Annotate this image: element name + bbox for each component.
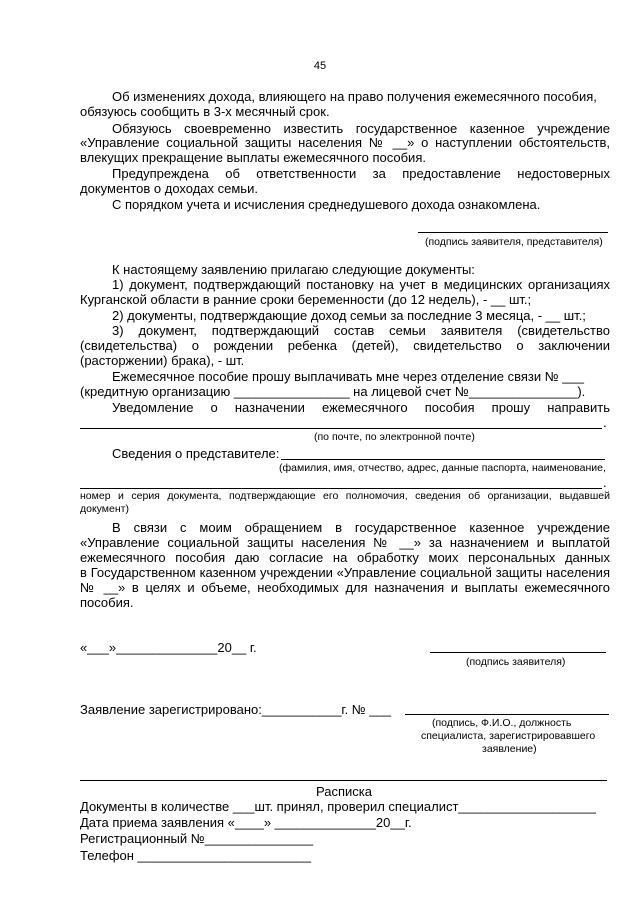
consent-line4: в Государственном казенном учреждении «Управление социальной защиты населения <box>80 565 610 580</box>
document-3-line1: 3) документ, подтверждающий состав семьи заявителя (свидетельство <box>112 323 610 338</box>
notification-line: Уведомление о назначении ежемесячного пособия прошу направить <box>112 400 610 415</box>
document-2: 2) документы, подтверждающие доход семьи за последние 3 месяца, - __ шт.; <box>112 308 586 323</box>
signature-applicant-rep-caption: (подпись заявителя, представителя) <box>425 236 603 248</box>
intro-p4: С порядком учета и исчисления среднедушевого дохода ознакомлена. <box>112 197 541 212</box>
receipt-documents-line: Документы в количестве ___шт. принял, проверил специалист___________________ <box>80 799 596 814</box>
signature-applicant-caption: (подпись заявителя) <box>466 656 566 668</box>
intro-p3-line2: документов о доходах семьи. <box>80 181 258 196</box>
representative-caption3: документ) <box>80 503 129 515</box>
payment-line1: Ежемесячное пособие прошу выплачивать мне через отделение связи № ___ <box>112 369 584 384</box>
receipt-title: Расписка <box>316 784 372 799</box>
representative-label: Сведения о представителе: <box>112 446 280 461</box>
specialist-caption3: заявление) <box>482 743 537 755</box>
signature-line-specialist <box>405 714 609 715</box>
consent-line3: ежемесячного пособия даю согласие на обработку моих персональных данных <box>80 550 610 565</box>
specialist-caption1: (подпись, Ф.И.О., должность <box>432 717 572 729</box>
specialist-caption2: специалиста, зарегистрировавшего <box>421 730 596 742</box>
signature-line-applicant <box>430 652 606 653</box>
notification-method-line <box>80 428 602 429</box>
intro-p2-line1: Обязуюсь своевременно известить государственное казенное учреждение <box>112 121 610 136</box>
receipt-registration-number: Регистрационный №_______________ <box>80 831 314 846</box>
representative-caption2: номер и серия документа, подтверждающие его полномочия, сведения об организации, выдавшей <box>80 490 610 502</box>
document-1-line2: Курганской области в ранние сроки беременности (до 12 недель), - __ шт.; <box>80 292 532 307</box>
intro-p2-line2: «Управление социальной защиты населения № __» о наступлении обстоятельств, <box>80 135 610 150</box>
page-number: 45 <box>313 60 327 72</box>
intro-p2-line3: влекущих прекращение выплаты ежемесячного пособия. <box>80 150 426 165</box>
intro-p1-line1: Об изменениях дохода, влияющего на право получения ежемесячного пособия, <box>112 89 597 104</box>
representative-line2 <box>80 488 602 489</box>
application-date: «___»______________20__ г. <box>80 640 257 655</box>
consent-line6: пособия. <box>80 595 134 610</box>
receipt-date-line: Дата приема заявления «____» ______________20__г. <box>80 815 412 830</box>
document-3-line3: (расторжении) брака), - шт. <box>80 353 245 368</box>
notification-method-caption: (по почте, по электронной почте) <box>314 431 475 443</box>
representative-caption1: (фамилия, имя, отчество, адрес, данные паспорта, наименование, <box>279 462 606 474</box>
consent-line1: В связи с моим обращением в государственное казенное учреждение <box>112 520 610 535</box>
consent-line5: № __» в целях и объеме, необходимых для назначения и выплаты ежемесячного <box>80 580 610 595</box>
representative-line2-end: . <box>603 475 607 490</box>
document-1-line1: 1) документ, подтверждающий постановку на учет в медицинских организациях <box>112 277 610 292</box>
intro-p1-line2: обязуюсь сообщить в 3-х месячный срок. <box>80 104 330 119</box>
documents-intro: К настоящему заявлению прилагаю следующие документы: <box>112 262 475 277</box>
receipt-divider <box>80 780 607 781</box>
consent-line2: «Управление социальной защиты населения № __» за назначением и выплатой <box>80 535 610 550</box>
receipt-phone: Телефон ________________________ <box>80 848 312 863</box>
intro-p3-line1: Предупреждена об ответственности за предоставление недостоверных <box>112 166 610 181</box>
document-3-line2: (свидетельства) о рождении ребенка (детей), свидетельство о заключении <box>80 338 610 353</box>
signature-line-applicant-rep <box>418 232 608 233</box>
representative-line1 <box>281 459 605 460</box>
registration-label: Заявление зарегистрировано:___________г. № ___ <box>80 702 392 717</box>
payment-line2: (кредитную организацию ________________ на лицевой счет №_______________). <box>80 384 586 399</box>
notification-line-end: . <box>603 415 607 430</box>
